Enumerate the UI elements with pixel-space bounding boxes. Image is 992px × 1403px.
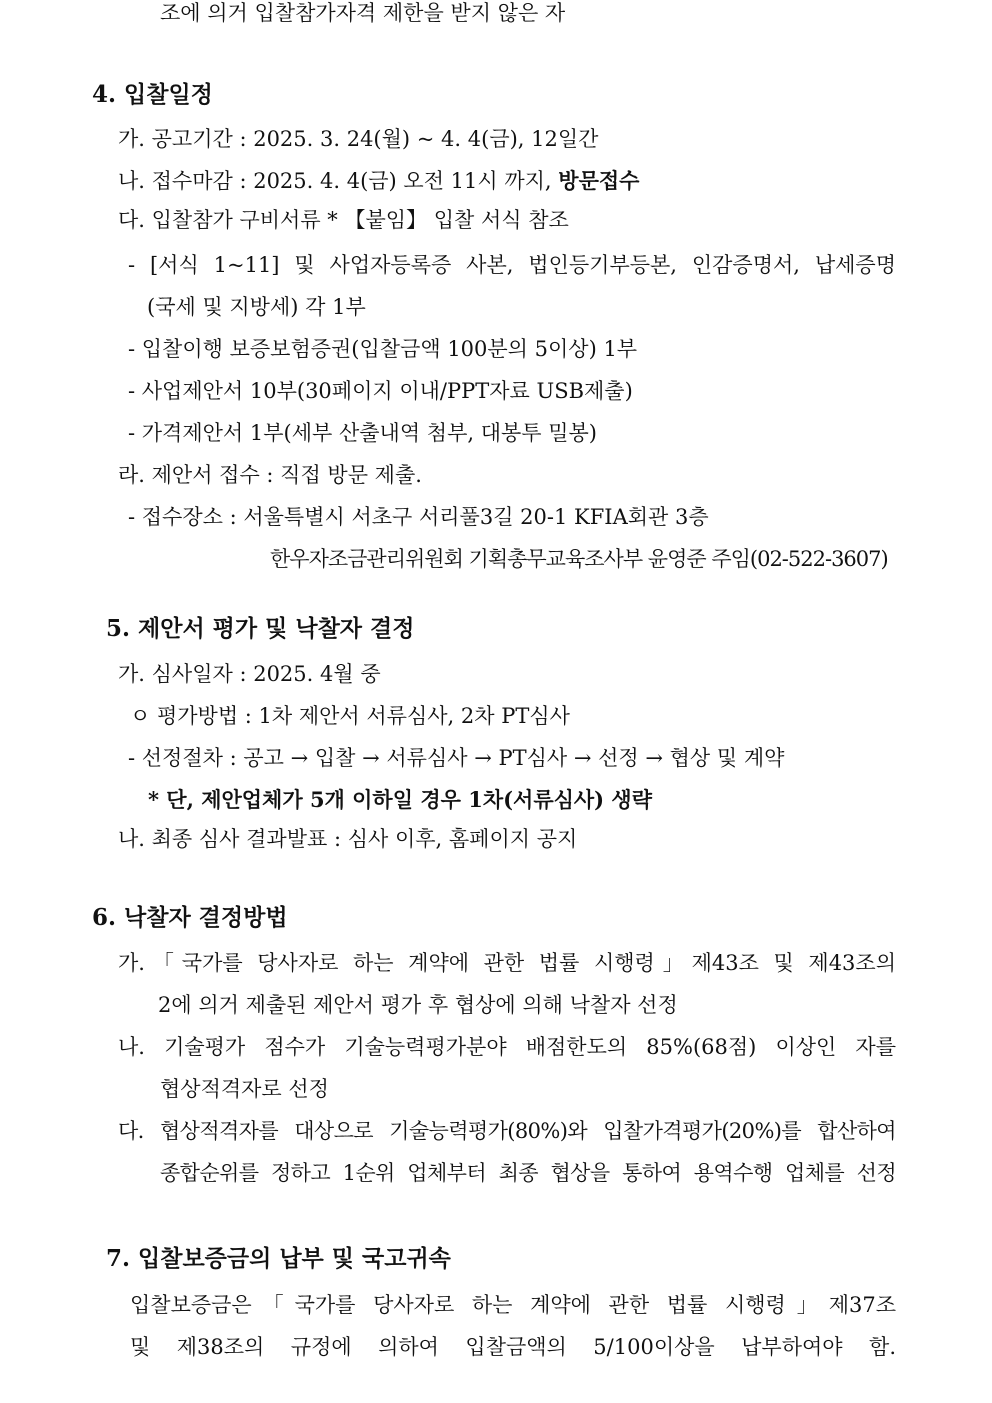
s5-item-a: 가. 심사일자 : 2025. 4월 중	[118, 662, 381, 686]
s6-item-a-cont: 2에 의거 제출된 제안서 평가 후 협상에 의해 낙찰자 선정	[158, 993, 678, 1017]
s4-item-d1-cont: 한우자조금관리위원회 기획총무교육조사부 윤영준 주임(02-522-3607)	[270, 547, 888, 571]
s7-paragraph-line-2: 및 제38조의 규정에 의하여 입찰금액의 5/100이상을 납부하여야 함.	[130, 1335, 896, 1359]
s4-item-c1-cont: (국세 및 지방세) 각 1부	[147, 295, 366, 319]
s4-item-c4: - 가격제안서 1부(세부 산출내역 첨부, 대봉투 밀봉)	[128, 421, 598, 445]
s5-item-b: 나. 최종 심사 결과발표 : 심사 이후, 홈페이지 공지	[118, 827, 578, 851]
s6-item-c: 다. 협상적격자를 대상으로 기술능력평가(80%)와 입찰가격평가(20%)를 합산하여	[118, 1119, 896, 1143]
s6-item-b: 나. 기술평가 점수가 기술능력평가분야 배점한도의 85%(68점) 이상인 자를	[118, 1035, 896, 1059]
s6-item-c-cont: 종합순위를 정하고 1순위 업체부터 최종 협상을 통하여 용역수행 업체를 선정	[160, 1161, 896, 1185]
section-6-title: 6. 낙찰자 결정방법	[92, 904, 288, 931]
s4-item-d: 라. 제안서 접수 : 직접 방문 제출.	[118, 463, 422, 487]
s4-item-c2: - 입찰이행 보증보험증권(입찰금액 100분의 5이상) 1부	[128, 337, 638, 361]
s4-item-a: 가. 공고기간 : 2025. 3. 24(월) ~ 4. 4(금), 12일간	[118, 127, 599, 151]
s5-item-a1: ㅇ 평가방법 : 1차 제안서 서류심사, 2차 PT심사	[130, 704, 570, 728]
s6-item-b-cont: 협상적격자로 선정	[160, 1077, 329, 1101]
intro-continuation: 조에 의거 입찰참가자격 제한을 받지 않은 자	[160, 1, 566, 25]
s6-item-a: 가.「국가를 당사자로 하는 계약에 관한 법률 시행령」제43조 및 제43조의	[118, 951, 896, 975]
s4-item-b	[118, 166, 639, 196]
s4-item-b-bold: 방문접수	[558, 168, 640, 193]
s4-item-c1: - [서식 1~11] 및 사업자등록증 사본, 법인등기부등본, 인감증명서, 납세증명	[128, 253, 896, 277]
s4-item-b-text: 나. 접수마감 : 2025. 4. 4(금) 오전 11시 까지,	[118, 169, 552, 193]
s5-item-a3: * 단, 제안업체가 5개 이하일 경우 1차(서류심사) 생략	[148, 787, 652, 812]
s7-paragraph-line-1: 입찰보증금은「국가를 당사자로 하는 계약에 관한 법률 시행령」제37조	[130, 1293, 896, 1317]
section-7-title: 7. 입찰보증금의 납부 및 국고귀속	[106, 1245, 451, 1272]
section-5-title: 5. 제안서 평가 및 낙찰자 결정	[106, 615, 415, 642]
s4-item-d1: - 접수장소 : 서울특별시 서초구 서리풀3길 20-1 KFIA회관 3층	[128, 505, 709, 529]
s5-item-a2: - 선정절차 : 공고 → 입찰 → 서류심사 → PT심사 → 선정 → 협상 및 계약	[128, 746, 785, 770]
s4-item-c3: - 사업제안서 10부(30페이지 이내/PPT자료 USB제출)	[128, 379, 633, 403]
section-4-title: 4. 입찰일정	[92, 81, 213, 108]
s4-item-c: 다. 입찰참가 구비서류 * 【붙임】 입찰 서식 참조	[118, 208, 569, 232]
